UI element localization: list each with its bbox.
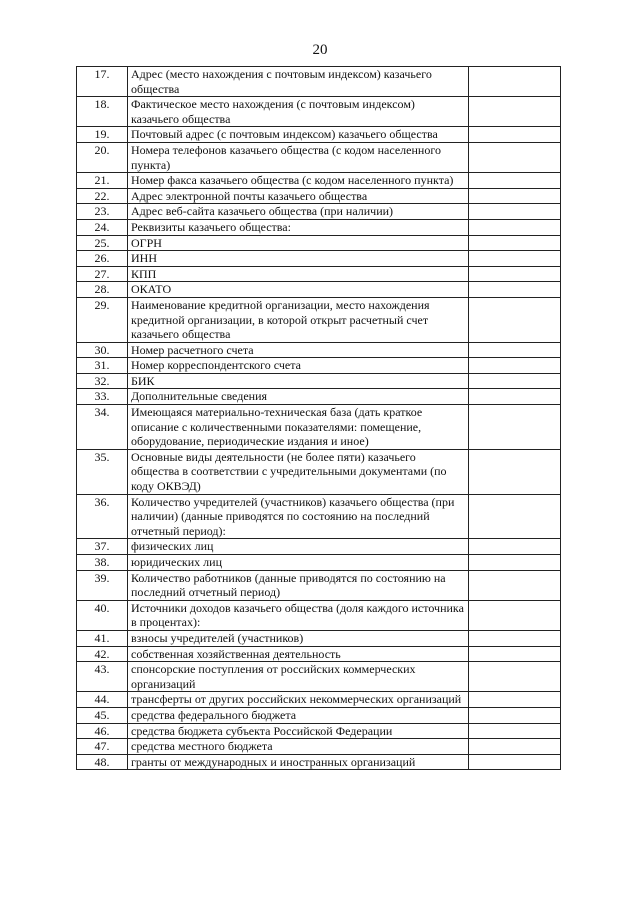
row-number: 40. [77,600,128,630]
row-value-cell [469,342,561,358]
row-description: ОГРН [128,235,469,251]
table-row [77,570,561,600]
row-value-cell [469,494,561,539]
row-description: БИК [128,373,469,389]
row-value-cell [469,692,561,708]
row-description: Почтовый адрес (с почтовым индексом) казачьего общества [128,127,469,143]
row-description: Номер расчетного счета [128,342,469,358]
row-description: Номер корреспондентского счета [128,358,469,374]
row-value-cell [469,127,561,143]
table-row [77,389,561,405]
table-row [77,405,561,450]
row-value-cell [469,251,561,267]
row-number: 32. [77,373,128,389]
table-row [77,600,561,630]
row-number: 45. [77,707,128,723]
row-value-cell [469,188,561,204]
table-row [77,251,561,267]
row-number: 41. [77,630,128,646]
row-description: ОКАТО [128,282,469,298]
row-number: 26. [77,251,128,267]
row-value-cell [469,539,561,555]
page-number: 20 [312,42,328,58]
row-description: Номера телефонов казачьего общества (с кодом населенного пункта) [128,142,469,172]
row-value-cell [469,449,561,494]
row-description: гранты от международных и иностранных организаций [128,754,469,770]
row-description: средства бюджета субъекта Российской Федерации [128,723,469,739]
row-description: юридических лиц [128,555,469,571]
row-number: 29. [77,297,128,342]
table-row [77,662,561,692]
table-row [77,723,561,739]
table-row [77,219,561,235]
row-value-cell [469,754,561,770]
row-description: взносы учредителей (участников) [128,630,469,646]
row-number: 38. [77,555,128,571]
table-row [77,342,561,358]
table-row [77,646,561,662]
row-description: средства местного бюджета [128,739,469,755]
form-table [76,66,561,770]
row-value-cell [469,266,561,282]
row-description: Адрес (место нахождения с почтовым индексом) казачьего общества [128,67,469,97]
row-value-cell [469,389,561,405]
table-row [77,449,561,494]
row-number: 43. [77,662,128,692]
row-description: Наименование кредитной организации, место нахождения кредитной организации, в которой открыт расчетный счет казачьего общества [128,297,469,342]
row-description: Адрес веб-сайта казачьего общества (при наличии) [128,204,469,220]
row-value-cell [469,723,561,739]
table-row [77,235,561,251]
row-value-cell [469,739,561,755]
table-row [77,494,561,539]
row-value-cell [469,204,561,220]
row-number: 21. [77,173,128,189]
table-row [77,188,561,204]
row-description: спонсорские поступления от российских коммерческих организаций [128,662,469,692]
row-value-cell [469,219,561,235]
row-value-cell [469,646,561,662]
row-description: Источники доходов казачьего общества (доля каждого источника в процентах): [128,600,469,630]
row-number: 18. [77,97,128,127]
row-number: 42. [77,646,128,662]
table-body [77,67,561,770]
row-description: Фактическое место нахождения (с почтовым индексом) казачьего общества [128,97,469,127]
row-value-cell [469,142,561,172]
row-description: трансферты от других российских некоммерческих организаций [128,692,469,708]
table-row [77,539,561,555]
row-number: 35. [77,449,128,494]
table-row [77,358,561,374]
row-number: 27. [77,266,128,282]
table-row [77,127,561,143]
row-number: 34. [77,405,128,450]
row-number: 44. [77,692,128,708]
row-value-cell [469,405,561,450]
row-description: Основные виды деятельности (не более пяти) казачьего общества в соответствии с учредительными документами (по коду ОКВЭД) [128,449,469,494]
row-description: средства федерального бюджета [128,707,469,723]
row-value-cell [469,630,561,646]
row-number: 25. [77,235,128,251]
row-description: Количество работников (данные приводятся по состоянию на последний отчетный период) [128,570,469,600]
row-number: 30. [77,342,128,358]
row-number: 23. [77,204,128,220]
row-number: 33. [77,389,128,405]
row-value-cell [469,373,561,389]
table-row [77,692,561,708]
table-row [77,297,561,342]
row-description: ИНН [128,251,469,267]
row-description: Адрес электронной почты казачьего общества [128,188,469,204]
row-number: 28. [77,282,128,298]
row-description: собственная хозяйственная деятельность [128,646,469,662]
row-value-cell [469,662,561,692]
row-description: Дополнительные сведения [128,389,469,405]
row-value-cell [469,173,561,189]
table-row [77,373,561,389]
row-description: Реквизиты казачьего общества: [128,219,469,235]
row-description: физических лиц [128,539,469,555]
table-row [77,142,561,172]
table-row [77,204,561,220]
row-description: Количество учредителей (участников) казачьего общества (при наличии) (данные приводятся по состоянию на последний отчетный период): [128,494,469,539]
row-value-cell [469,297,561,342]
row-value-cell [469,570,561,600]
row-description: Номер факса казачьего общества (с кодом населенного пункта) [128,173,469,189]
row-value-cell [469,555,561,571]
table-row [77,97,561,127]
table-row [77,739,561,755]
row-number: 31. [77,358,128,374]
row-number: 17. [77,67,128,97]
row-value-cell [469,600,561,630]
table-row [77,707,561,723]
row-value-cell [469,282,561,298]
row-description: Имеющаяся материально-техническая база (дать краткое описание с количественными показателями: помещение, оборудование, периодические издания и иное) [128,405,469,450]
row-number: 19. [77,127,128,143]
row-number: 39. [77,570,128,600]
row-number: 20. [77,142,128,172]
row-number: 22. [77,188,128,204]
table-row [77,630,561,646]
row-description: КПП [128,266,469,282]
table-row [77,173,561,189]
row-value-cell [469,707,561,723]
row-number: 48. [77,754,128,770]
row-number: 47. [77,739,128,755]
row-number: 36. [77,494,128,539]
row-number: 24. [77,219,128,235]
row-number: 37. [77,539,128,555]
row-value-cell [469,97,561,127]
row-value-cell [469,358,561,374]
row-value-cell [469,235,561,251]
table-row [77,282,561,298]
row-value-cell [469,67,561,97]
table-row [77,754,561,770]
table-row [77,67,561,97]
table-row [77,555,561,571]
row-number: 46. [77,723,128,739]
table-row [77,266,561,282]
